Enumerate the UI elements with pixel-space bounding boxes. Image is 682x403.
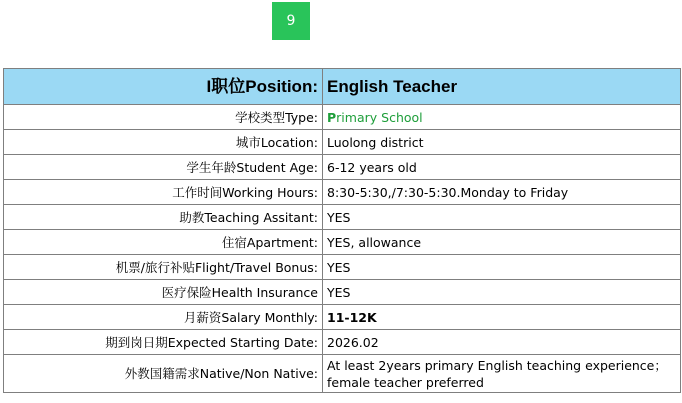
job-details-table: [3, 68, 681, 393]
health-insurance-value: YES: [323, 280, 681, 305]
teaching-assistant-label: 助教Teaching Assitant:: [4, 205, 323, 230]
health-insurance-label: 医疗保险Health Insurance: [4, 280, 323, 305]
table-row-teaching-assistant: [4, 205, 681, 230]
table-row-starting-date: [4, 330, 681, 355]
apartment-label: 住宿Apartment:: [4, 230, 323, 255]
table-row-nationality: [4, 355, 681, 393]
apartment-value: YES, allowance: [323, 230, 681, 255]
working-hours-value: 8:30-5:30,/7:30-5:30.Monday to Friday: [323, 180, 681, 205]
table-row-location: [4, 130, 681, 155]
school-type-value-initial: P: [327, 109, 337, 125]
table-row-student-age: [4, 155, 681, 180]
starting-date-label: 期到岗日期Expected Starting Date:: [4, 330, 323, 355]
salary-label: 月薪资Salary Monthly:: [4, 305, 323, 330]
nationality-value: At least 2years primary English teaching experience；female teacher preferred: [323, 355, 681, 393]
flight-bonus-label: 机票/旅行补贴Flight/Travel Bonus:: [4, 255, 323, 280]
teaching-assistant-value: YES: [323, 205, 681, 230]
number-badge-text: 9: [286, 13, 296, 29]
location-label: 城市Location:: [4, 130, 323, 155]
table-row-flight-bonus: [4, 255, 681, 280]
table-row-salary: [4, 305, 681, 330]
position-label: I职位Position:: [4, 69, 323, 105]
student-age-value: 6-12 years old: [323, 155, 681, 180]
flight-bonus-value: YES: [323, 255, 681, 280]
working-hours-label: 工作时间Working Hours:: [4, 180, 323, 205]
school-type-label: 学校类型Type:: [4, 105, 323, 130]
school-type-value: [323, 105, 681, 130]
number-badge: [272, 2, 310, 40]
school-type-value-rest: rimary School: [336, 109, 423, 125]
location-value: Luolong district: [323, 130, 681, 155]
table-row-apartment: [4, 230, 681, 255]
starting-date-value: 2026.02: [323, 330, 681, 355]
table-header-row: [4, 69, 681, 105]
table-row-working-hours: [4, 180, 681, 205]
table-row-health-insurance: [4, 280, 681, 305]
position-value: English Teacher: [323, 69, 681, 105]
student-age-label: 学生年龄Student Age:: [4, 155, 323, 180]
table-row-school-type: [4, 105, 681, 130]
nationality-label: 外教国籍需求Native/Non Native:: [4, 355, 323, 393]
salary-value: 11-12K: [323, 305, 681, 330]
